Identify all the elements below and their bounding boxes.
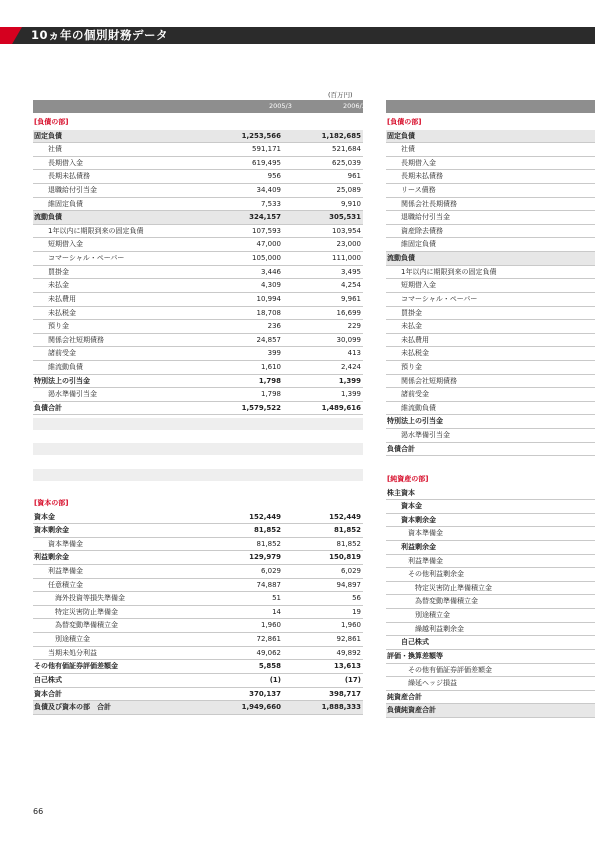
row-label: 当期未処分利益 (48, 648, 97, 657)
row-label: コマーシャル・ペーパー (48, 254, 125, 263)
row-label: 長期未払債務 (401, 172, 443, 181)
page-header-bar (0, 27, 595, 44)
net-assets-table-right (386, 473, 595, 718)
value-2005: 129,979 (249, 553, 281, 562)
table-row (386, 157, 595, 171)
table-row (386, 170, 595, 184)
table-row (33, 347, 363, 361)
table-row (33, 619, 363, 633)
value-2005: (1) (269, 675, 281, 684)
table-row (33, 606, 363, 620)
table-row (33, 592, 363, 606)
value-2006: 1,888,333 (321, 703, 361, 712)
table-row (33, 524, 363, 538)
table-row (386, 252, 595, 266)
value-2005: 5,858 (258, 662, 281, 671)
table-row (386, 143, 595, 157)
value-2005: 1,798 (260, 390, 281, 399)
value-2006: 23,000 (336, 240, 361, 249)
table-row (386, 198, 595, 212)
row-label: 別途積立金 (415, 611, 450, 620)
row-label: 資本金 (34, 512, 55, 521)
row-label: 渇水準備引当金 (401, 431, 450, 440)
value-2006: 13,613 (333, 662, 361, 671)
column-header-left (33, 100, 366, 113)
row-label: 利益準備金 (408, 556, 443, 565)
row-label: 資本準備金 (408, 529, 443, 538)
row-label: 資本剰余金 (401, 515, 436, 524)
value-2006: 3,495 (340, 267, 361, 276)
table-row (33, 170, 363, 184)
column-2005: 2005/3 (269, 102, 292, 110)
table-row (33, 511, 363, 525)
row-label: 負債純資産合計 (387, 706, 436, 715)
value-2005: 14 (272, 607, 281, 616)
value-2005: 24,857 (256, 335, 281, 344)
value-2005: 6,029 (260, 567, 281, 576)
row-label: 繰延ヘッジ損益 (408, 679, 457, 688)
value-2005: 370,137 (249, 689, 281, 698)
table-row (386, 609, 595, 623)
row-label: 負債合計 (387, 444, 415, 453)
value-2005: 49,062 (256, 648, 281, 657)
row-label: 1年以内に期限到来の固定負債 (401, 267, 497, 276)
table-row (33, 551, 363, 565)
blank-band (33, 418, 363, 430)
value-2005: 152,449 (249, 512, 281, 521)
table-row (386, 487, 595, 501)
row-label: 維固定負債 (401, 240, 436, 249)
row-label: リース債務 (401, 186, 436, 195)
table-row (33, 238, 363, 252)
row-label: 固定負債 (34, 131, 62, 140)
table-row (386, 184, 595, 198)
value-2006: (17) (344, 675, 361, 684)
row-label: 資産除去債務 (401, 226, 443, 235)
table-row (386, 334, 595, 348)
value-2006: 1,489,616 (321, 403, 361, 412)
value-2005: 1,798 (258, 376, 281, 385)
value-2005: 107,593 (252, 226, 281, 235)
table-row (33, 157, 363, 171)
table-row (386, 473, 595, 487)
table-row (33, 211, 363, 225)
value-2006: 398,717 (329, 689, 361, 698)
table-row (386, 116, 595, 130)
value-2006: 19 (352, 607, 361, 616)
table-row (33, 143, 363, 157)
value-2005: 1,960 (260, 621, 281, 630)
value-2006: 413 (347, 349, 361, 358)
value-2006: 2,424 (340, 362, 361, 371)
value-2006: 150,819 (329, 553, 361, 562)
row-label: 預り金 (48, 322, 69, 331)
row-label: [資本の部] (34, 499, 69, 507)
value-2005: 1,949,660 (241, 703, 281, 712)
table-row (386, 361, 595, 375)
table-row (386, 238, 595, 252)
row-label: 評価・換算差額等 (387, 651, 443, 660)
row-label: 関係会社長期債務 (401, 199, 457, 208)
row-label: 流動負債 (387, 254, 415, 263)
row-label: その他有価証券評価差額金 (408, 665, 492, 674)
row-label: 利益剰余金 (401, 543, 436, 552)
value-2005: 619,495 (252, 158, 281, 167)
row-label: 維固定負債 (48, 199, 83, 208)
table-row (386, 225, 595, 239)
row-label: 長期借入金 (48, 158, 83, 167)
value-2005: 81,852 (253, 526, 281, 535)
row-label: 流動負債 (34, 213, 62, 222)
value-2006: 30,099 (336, 335, 361, 344)
value-2005: 51 (272, 594, 281, 603)
row-label: 維流動負債 (48, 362, 83, 371)
value-2005: 81,852 (256, 539, 281, 548)
table-row (33, 579, 363, 593)
row-label: その他利益剰余金 (408, 570, 464, 579)
row-label: 関係会社短期債務 (48, 335, 104, 344)
row-label: [純資産の部] (387, 475, 429, 483)
row-label: 維流動負債 (401, 403, 436, 412)
value-2006: 103,954 (332, 226, 361, 235)
table-row (386, 402, 595, 416)
table-row (386, 307, 595, 321)
value-2006: 152,449 (329, 512, 361, 521)
row-label: [負債の部] (34, 118, 69, 126)
value-2006: 49,892 (336, 648, 361, 657)
value-2006: 94,897 (336, 580, 361, 589)
value-2006: 1,182,685 (321, 131, 361, 140)
value-2006: 56 (352, 594, 361, 603)
table-row (33, 402, 363, 416)
table-row (386, 130, 595, 144)
value-2005: 236 (267, 322, 281, 331)
row-label: 資本金 (401, 502, 422, 511)
value-2005: 34,409 (256, 186, 281, 195)
table-row (386, 514, 595, 528)
column-header-right (386, 100, 595, 113)
table-row (386, 320, 595, 334)
value-2005: 4,309 (260, 281, 281, 290)
row-label: 利益剰余金 (34, 553, 69, 562)
row-label: その他有価証券評価差額金 (34, 662, 118, 671)
unit-label: (百万円) (328, 91, 353, 99)
table-row (386, 388, 595, 402)
table-row (386, 527, 595, 541)
liabilities-table-right (386, 116, 595, 456)
value-2006: 81,852 (336, 539, 361, 548)
capital-table-left (33, 497, 363, 715)
row-label: 為替変動準備積立金 (415, 597, 478, 606)
table-row (33, 660, 363, 674)
table-row (386, 568, 595, 582)
value-2006: 81,852 (333, 526, 361, 535)
row-label: 自己株式 (34, 675, 62, 684)
row-label: 別途積立金 (55, 635, 90, 644)
table-row (33, 279, 363, 293)
table-row (386, 691, 595, 705)
page-number: 66 (33, 807, 44, 816)
liabilities-table-left (33, 116, 363, 415)
row-label: 退職給付引当金 (48, 186, 97, 195)
value-2006: 229 (347, 322, 361, 331)
row-label: 任意積立金 (48, 580, 83, 589)
table-row (33, 320, 363, 334)
table-row (33, 375, 363, 389)
table-row (33, 647, 363, 661)
value-2005: 1,253,566 (241, 131, 281, 140)
table-row (33, 307, 363, 321)
table-row (386, 704, 595, 718)
value-2005: 7,533 (260, 199, 281, 208)
row-label: 資本合計 (34, 689, 62, 698)
table-row (386, 541, 595, 555)
row-label: 未払費用 (48, 294, 76, 303)
row-label: 社債 (401, 145, 415, 154)
row-label: 諸前受金 (48, 349, 76, 358)
table-row (33, 497, 363, 511)
row-label: 未払税金 (401, 349, 429, 358)
row-label: 特定災害防止準備積立金 (415, 583, 492, 592)
table-row (386, 266, 595, 280)
row-label: [負債の部] (387, 118, 422, 126)
table-row (33, 252, 363, 266)
value-2005: 72,861 (256, 635, 281, 644)
row-label: 利益準備金 (48, 567, 83, 576)
table-row (33, 361, 363, 375)
row-label: 関係会社短期債務 (401, 376, 457, 385)
value-2006: 111,000 (332, 254, 361, 263)
row-label: 1年以内に期限到来の固定負債 (48, 226, 144, 235)
row-label: 短期借入金 (48, 240, 83, 249)
value-2006: 1,399 (338, 376, 361, 385)
table-row (33, 293, 363, 307)
row-label: 未払金 (401, 322, 422, 331)
row-label: 退職給付引当金 (401, 213, 450, 222)
table-row (33, 701, 363, 715)
table-row (33, 633, 363, 647)
table-row (33, 198, 363, 212)
row-label: 短期借入金 (401, 281, 436, 290)
row-label: 未払費用 (401, 335, 429, 344)
blank-band (33, 443, 363, 455)
row-label: 預り金 (401, 362, 422, 371)
value-2006: 521,684 (332, 145, 361, 154)
table-row (33, 674, 363, 688)
row-label: 渇水準備引当金 (48, 390, 97, 399)
table-row (33, 334, 363, 348)
row-label: 未払金 (48, 281, 69, 290)
row-label: 海外投資等損失準備金 (55, 594, 125, 603)
value-2006: 1,960 (340, 621, 361, 630)
table-row (386, 636, 595, 650)
table-row (386, 582, 595, 596)
column-2006: 2006/3 (343, 102, 366, 110)
table-row (386, 415, 595, 429)
value-2006: 6,029 (340, 567, 361, 576)
table-row (386, 555, 595, 569)
table-row (386, 443, 595, 457)
row-label: 繰越利益剰余金 (415, 624, 464, 633)
value-2005: 956 (267, 172, 281, 181)
row-label: 純資産合計 (387, 692, 422, 701)
value-2005: 47,000 (256, 240, 281, 249)
header-accent (0, 27, 22, 44)
value-2005: 10,994 (256, 294, 281, 303)
row-label: 株主資本 (387, 488, 415, 497)
row-label: コマーシャル・ペーパー (401, 294, 478, 303)
row-label: 資本準備金 (48, 539, 83, 548)
value-2005: 1,610 (260, 362, 281, 371)
table-row (386, 429, 595, 443)
table-row (33, 225, 363, 239)
row-label: 負債合計 (34, 403, 62, 412)
row-label: 未払税金 (48, 308, 76, 317)
value-2005: 324,157 (249, 213, 281, 222)
blank-band (33, 469, 363, 481)
value-2005: 105,000 (252, 254, 281, 263)
table-row (386, 293, 595, 307)
value-2006: 16,699 (336, 308, 361, 317)
table-row (33, 688, 363, 702)
value-2005: 3,446 (260, 267, 281, 276)
row-label: 特別法上の引当金 (34, 376, 90, 385)
row-label: 諸前受金 (401, 390, 429, 399)
row-label: 負債及び資本の部 合計 (34, 703, 111, 712)
table-row (386, 664, 595, 678)
value-2005: 74,887 (256, 580, 281, 589)
table-row (33, 130, 363, 144)
table-row (386, 595, 595, 609)
row-label: 為替変動準備積立金 (55, 621, 118, 630)
table-row (386, 279, 595, 293)
table-row (386, 623, 595, 637)
table-row (386, 211, 595, 225)
row-label: 固定負債 (387, 131, 415, 140)
value-2006: 961 (347, 172, 361, 181)
table-row (386, 650, 595, 664)
row-label: 長期借入金 (401, 158, 436, 167)
row-label: 長期未払債務 (48, 172, 90, 181)
value-2005: 399 (267, 349, 281, 358)
table-row (33, 388, 363, 402)
value-2005: 591,171 (252, 145, 281, 154)
value-2006: 625,039 (332, 158, 361, 167)
value-2006: 9,910 (340, 199, 361, 208)
table-row (33, 538, 363, 552)
row-label: 買掛金 (48, 267, 69, 276)
page-title: 10ヵ年の個別財務データ (31, 28, 169, 42)
row-label: 買掛金 (401, 308, 422, 317)
row-label: 自己株式 (401, 638, 429, 647)
table-row (33, 116, 363, 130)
value-2006: 9,961 (340, 294, 361, 303)
table-row (386, 375, 595, 389)
value-2006: 4,254 (340, 281, 361, 290)
value-2006: 1,399 (340, 390, 361, 399)
value-2005: 18,708 (256, 308, 281, 317)
value-2006: 92,861 (336, 635, 361, 644)
value-2006: 305,531 (329, 213, 361, 222)
row-label: 特別法上の引当金 (387, 417, 443, 426)
table-row (386, 677, 595, 691)
row-label: 社債 (48, 145, 62, 154)
value-2005: 1,579,522 (241, 403, 281, 412)
table-row (386, 500, 595, 514)
table-row (386, 347, 595, 361)
table-row (33, 184, 363, 198)
row-label: 特定災害防止準備金 (55, 607, 118, 616)
row-label: 資本剰余金 (34, 526, 69, 535)
table-row (33, 565, 363, 579)
table-row (33, 266, 363, 280)
value-2006: 25,089 (336, 186, 361, 195)
